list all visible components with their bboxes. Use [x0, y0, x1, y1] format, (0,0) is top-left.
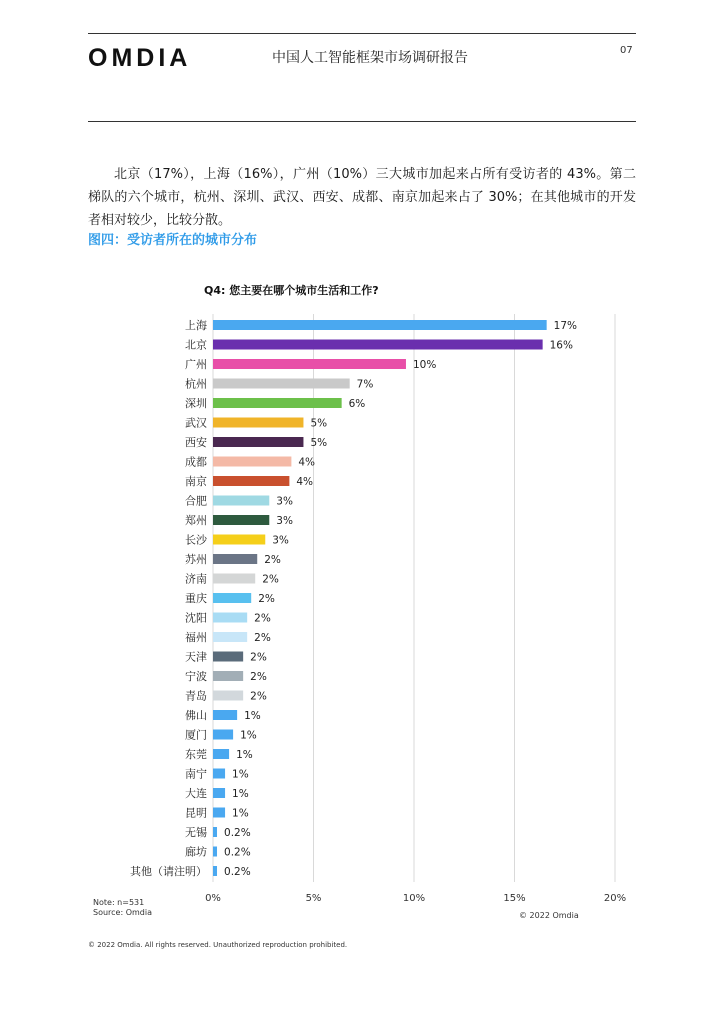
value-label: 2% [254, 632, 271, 644]
category-label: 福州 [185, 631, 207, 644]
value-label: 3% [272, 534, 289, 547]
category-label: 杭州 [185, 377, 207, 391]
bar [213, 632, 247, 642]
x-tick-label: 0% [205, 893, 221, 904]
bar [213, 554, 257, 564]
value-label: 2% [254, 612, 271, 625]
value-label: 1% [232, 807, 249, 820]
bar [213, 496, 269, 506]
bar [213, 847, 217, 857]
value-label: 1% [244, 710, 261, 722]
value-label: 2% [250, 690, 267, 703]
x-tick-label: 15% [503, 893, 526, 904]
value-label: 5% [310, 437, 328, 449]
bar [213, 359, 406, 369]
bar [213, 749, 229, 759]
value-label: 16% [549, 339, 573, 352]
bar [213, 827, 217, 837]
value-label: 2% [264, 554, 281, 566]
value-label: 3% [276, 515, 293, 527]
bar [213, 574, 255, 584]
bar [213, 652, 243, 662]
value-label: 2% [250, 671, 267, 683]
report-title: 中国人工智能框架市场调研报告 [272, 50, 468, 66]
chart-title: Q4: 您主要在哪个城市生活和工作? [204, 284, 379, 297]
category-label: 成都 [185, 455, 207, 469]
category-label: 沈阳 [185, 611, 207, 625]
value-label: 0.2% [224, 827, 251, 839]
category-label: 重庆 [185, 592, 207, 605]
value-label: 4% [296, 476, 314, 488]
bar [213, 691, 243, 701]
bar [213, 340, 543, 350]
value-label: 2% [262, 573, 279, 586]
category-label: 昆明 [185, 806, 207, 820]
bar [213, 710, 237, 720]
category-label: 合肥 [185, 494, 207, 508]
category-label: 其他（请注明） [130, 865, 207, 878]
value-label: 1% [232, 788, 249, 800]
value-label: 1% [232, 768, 249, 781]
body-paragraph: 北京（17%），上海（16%），广州（10%）三大城市加起来占所有受访者的 43%。第二梯队的六个城市，杭州、深圳、武汉、西安、成都、南京加起来占了 30%；在其他城市的开发者相对较少，比较分散。 [88, 167, 636, 228]
bar [213, 379, 350, 389]
category-label: 北京 [185, 338, 207, 352]
figure-caption: 图四：受访者所在的城市分布 [88, 233, 258, 248]
category-label: 上海 [185, 319, 207, 332]
value-label: 0.2% [224, 846, 251, 859]
page-footer: © 2022 Omdia. All rights reserved. Unauthorized reproduction prohibited. [88, 941, 348, 949]
category-label: 厦门 [185, 728, 207, 742]
category-label: 青岛 [185, 689, 207, 703]
bar [213, 457, 291, 467]
value-label: 3% [276, 495, 293, 508]
bar [213, 437, 303, 447]
note-sample-size: Note: n=531 [93, 898, 145, 907]
value-label: 2% [258, 593, 275, 605]
category-label: 廊坊 [185, 845, 207, 859]
category-label: 大连 [185, 787, 207, 800]
category-label: 广州 [185, 358, 207, 371]
bar [213, 515, 269, 525]
chart-copyright: © 2022 Omdia [519, 911, 579, 920]
category-label: 深圳 [185, 397, 207, 410]
x-tick-label: 10% [402, 893, 426, 904]
note-source: Source: Omdia [93, 908, 153, 917]
category-label: 无锡 [185, 826, 207, 839]
bar [213, 476, 289, 486]
category-label: 南宁 [185, 767, 207, 781]
category-label: 长沙 [185, 533, 207, 547]
page-number: 07 [620, 45, 633, 56]
bar [213, 418, 303, 428]
category-label: 郑州 [185, 514, 207, 527]
value-label: 7% [356, 378, 374, 391]
value-label: 5% [310, 417, 328, 430]
bar [213, 671, 243, 681]
bar [213, 613, 247, 623]
value-label: 1% [240, 729, 257, 742]
bar [213, 535, 265, 545]
value-label: 2% [250, 651, 267, 664]
category-label: 宁波 [185, 670, 207, 683]
chart-notes [93, 898, 152, 918]
value-label: 10% [412, 359, 437, 371]
bar [213, 769, 225, 779]
bar [213, 788, 225, 798]
category-label: 南京 [185, 475, 207, 488]
bar [213, 730, 233, 740]
x-tick-label: 5% [305, 893, 322, 904]
value-label: 6% [348, 398, 366, 410]
category-label: 苏州 [185, 553, 207, 566]
category-label: 西安 [185, 436, 207, 449]
bar [213, 593, 251, 603]
value-label: 1% [236, 749, 253, 761]
omdia-logo: OMDIA [88, 44, 192, 72]
category-label: 济南 [185, 572, 207, 586]
bar [213, 866, 217, 876]
bar [213, 808, 225, 818]
category-label: 佛山 [185, 709, 207, 722]
bar [213, 320, 547, 330]
value-label: 17% [553, 320, 578, 332]
bar [213, 398, 342, 408]
category-label: 东莞 [185, 748, 207, 761]
value-label: 0.2% [224, 866, 251, 878]
value-label: 4% [298, 456, 316, 469]
category-label: 武汉 [185, 416, 207, 430]
category-label: 天津 [185, 650, 207, 664]
x-tick-label: 20% [603, 893, 627, 904]
